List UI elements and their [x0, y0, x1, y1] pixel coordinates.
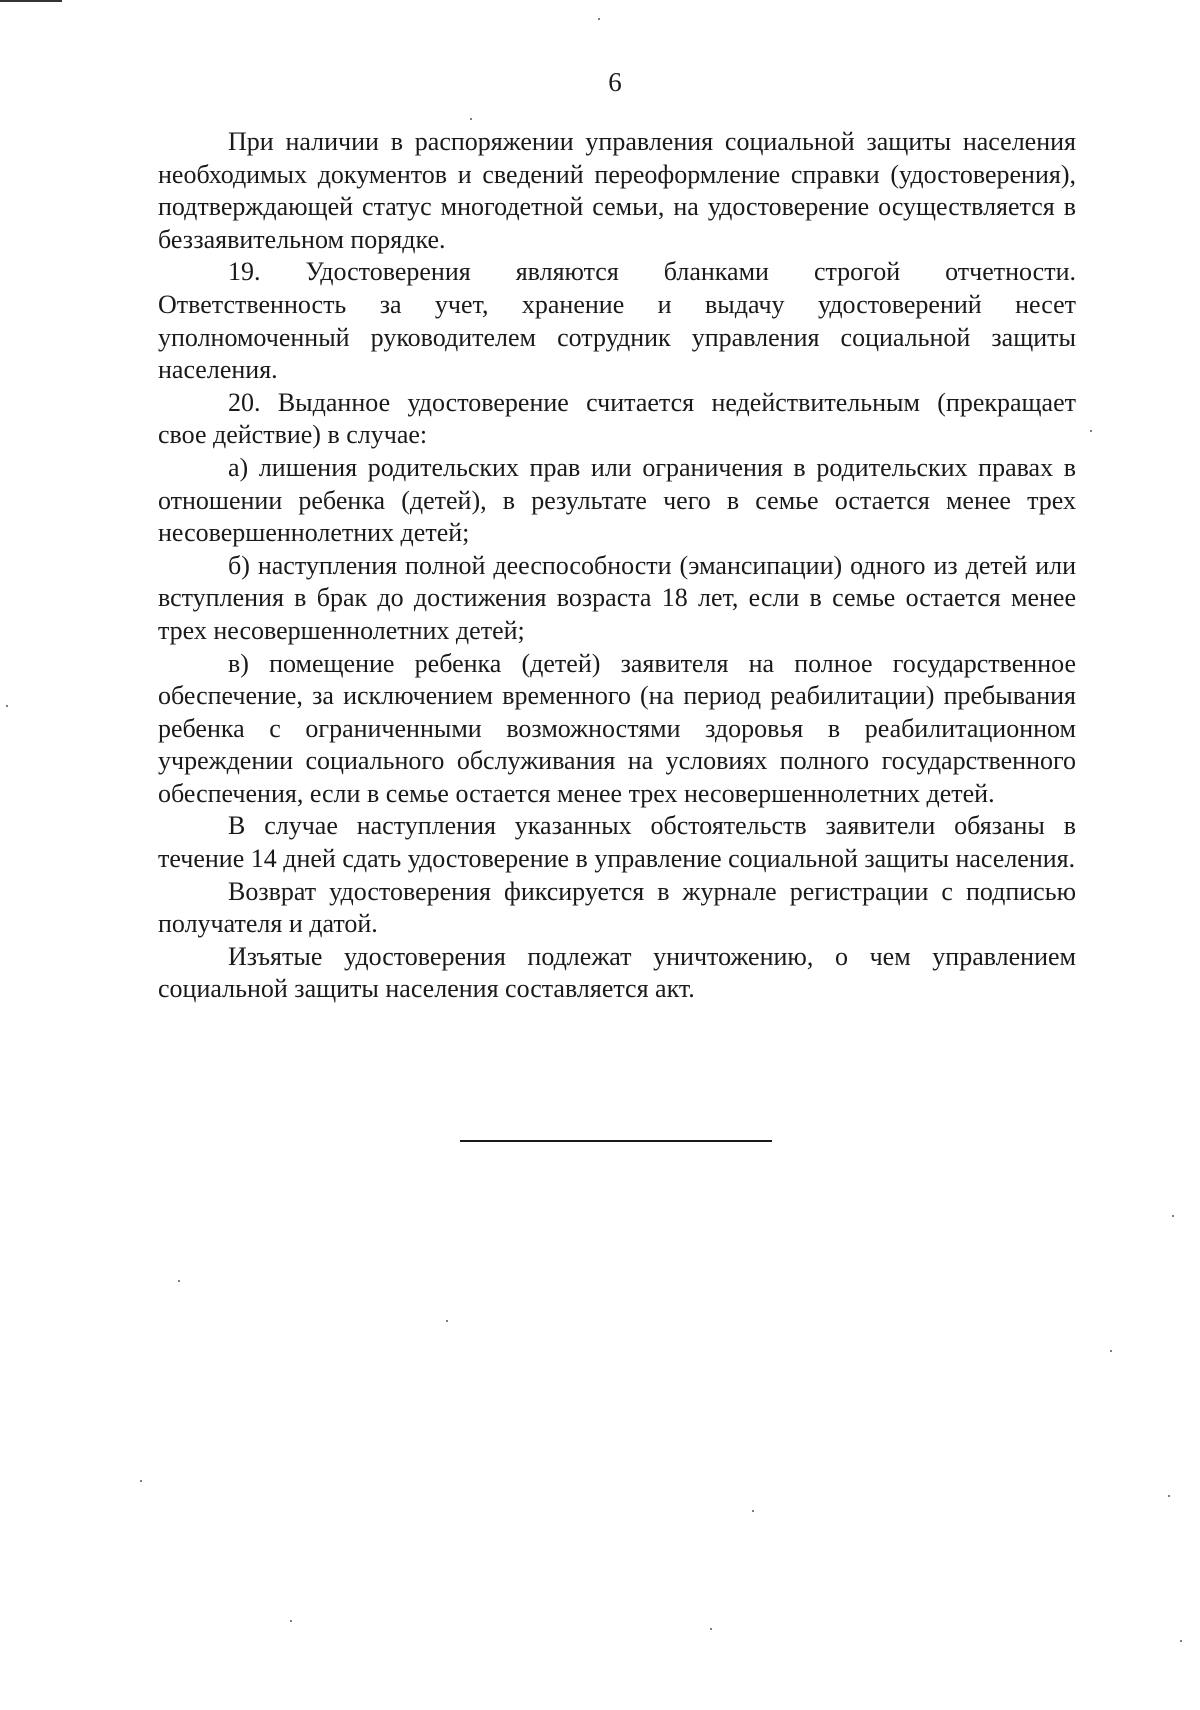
- paragraph-20-b: б) наступления полной дееспособности (эмансипации) одного из детей или вступления в брак до достижения возраста 18 лет, если в семье остается менее трех несовершеннолетних детей;: [158, 550, 1076, 645]
- scan-speck: [1180, 1640, 1182, 1642]
- scan-speck: [1168, 1495, 1170, 1497]
- document-body: [158, 126, 1076, 1006]
- paragraph-20: 20. Выданное удостоверение считается недействительным (прекращает свое действие) в случае:: [158, 387, 1076, 450]
- scan-speck: [140, 1480, 142, 1482]
- paragraph-return-obligation: В случае наступления указанных обстоятельств заявители обязаны в течение 14 дней сдать удостоверение в управление социальной защиты населения.: [158, 811, 1076, 874]
- scan-speck: [178, 1280, 180, 1282]
- scan-edge-line: [0, 0, 62, 2]
- scan-speck: [290, 1620, 292, 1622]
- scan-speck: [710, 1628, 712, 1630]
- scan-speck: [598, 18, 600, 20]
- page-number: 6: [608, 67, 622, 97]
- paragraph-reissue: При наличии в распоряжении управления социальной защиты населения необходимых документов и сведений переоформление справки (удостоверения), подтверждающей статус многодетной семьи, на удостоверение осуществляется в беззаявительном порядке.: [158, 127, 1076, 254]
- scan-speck: [470, 118, 472, 120]
- paragraph-20-v: в) помещение ребенка (детей) заявителя на полное государственное обеспечение, за исключением временного (на период реабилитации) пребывания ребенка с ограниченными возможностями здоровья в реабилитационном учреждении социального обслуживания на условиях полного государственного обеспечения, если в семье остается менее трех несовершеннолетних детей.: [158, 648, 1076, 808]
- paragraph-destruction: Изъятые удостоверения подлежат уничтожению, о чем управлением социальной защиты населения составляется акт.: [158, 941, 1076, 1004]
- scan-speck: [6, 705, 8, 707]
- scan-speck: [1090, 430, 1092, 432]
- scan-speck: [446, 1320, 448, 1322]
- paragraph-20-a: а) лишения родительских прав или ограничения в родительских правах в отношении ребенка (детей), в результате чего в семье остается менее трех несовершеннолетних детей;: [158, 452, 1076, 548]
- paragraph-19: 19. Удостоверения являются бланками строгой отчетности. Ответственность за учет, хранение и выдачу удостоверений несет уполномоченный руководителем сотрудник управления социальной защиты населения.: [158, 257, 1076, 385]
- scan-speck: [1110, 1350, 1112, 1352]
- scan-speck: [1172, 1215, 1174, 1217]
- paragraph-return-registration: Возврат удостоверения фиксируется в журнале регистрации с подписью получателя и датой.: [158, 876, 1076, 939]
- scan-speck: [752, 1510, 754, 1512]
- end-of-document-rule: [460, 1140, 772, 1142]
